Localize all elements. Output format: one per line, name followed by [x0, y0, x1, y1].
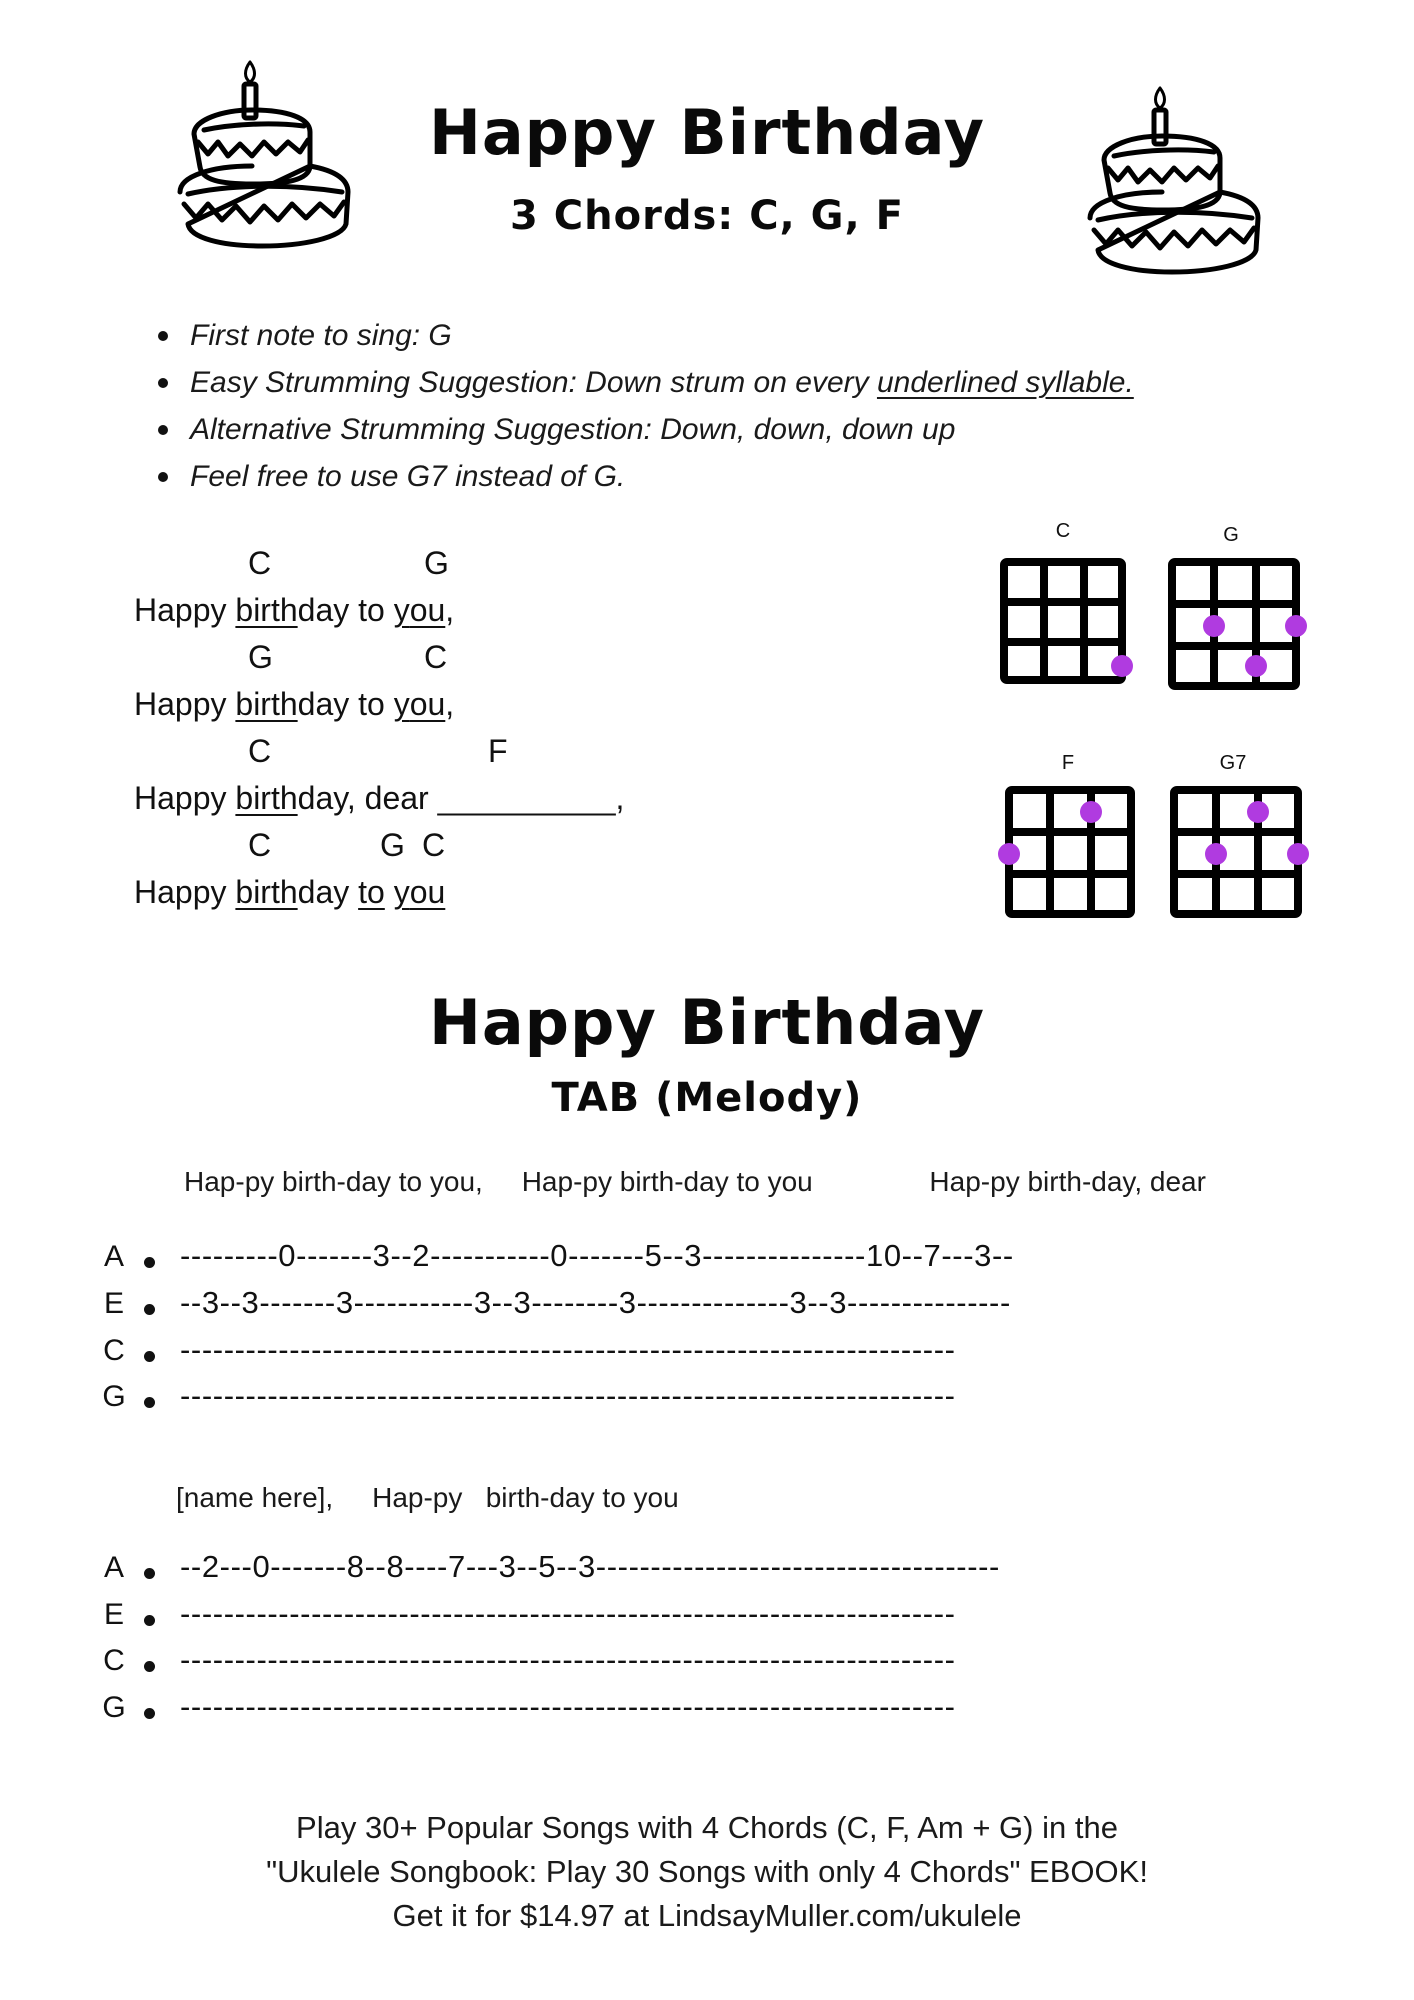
- finger-dot: [1285, 615, 1307, 637]
- chord-label: C: [424, 639, 448, 675]
- chord-diagram-label: G7: [1219, 752, 1247, 774]
- fretboard-grid-icon: [1168, 784, 1313, 924]
- chord-row: [134, 827, 446, 874]
- bullet-icon: [158, 472, 168, 482]
- fretboard-grid-icon: [995, 784, 1140, 924]
- note-item: Feel free to use G7 instead of G.: [150, 453, 1134, 500]
- tab-string-g: G -----------------------------------------------------------------------: [102, 1378, 956, 1413]
- chord-label: G: [248, 639, 273, 675]
- fretboard-grid-icon: [998, 556, 1138, 696]
- chord-diagram-label: F: [1061, 752, 1075, 774]
- tab-string-a: A ---------0-------3--2-----------0-------5--3---------------10--7---3--: [103, 1238, 1014, 1273]
- string-dot-icon: [144, 1304, 155, 1315]
- string-dot-icon: [144, 1397, 155, 1408]
- finger-dot: [1247, 801, 1269, 823]
- notes-list: [150, 312, 1134, 500]
- finger-dot: [1205, 843, 1227, 865]
- chord-label: C: [248, 827, 272, 863]
- footer-ebook-title: "Ukulele Songbook: Play 30 Songs with only 4 Chords" EBOOK!: [266, 1854, 1148, 1889]
- finger-dot: [1203, 615, 1225, 637]
- finger-dot: [1080, 801, 1102, 823]
- song-lyrics: [134, 545, 625, 921]
- lyric-row: Happy birthday to you,: [134, 686, 455, 722]
- lyric-row: Happy birthday to you,: [134, 592, 455, 628]
- bullet-icon: [158, 331, 168, 341]
- chord-label: G: [380, 827, 405, 863]
- note-item: Alternative Strumming Suggestion: Down, down, down up: [150, 406, 1134, 453]
- finger-dot: [1245, 655, 1267, 677]
- tab-lyrics: Hap-py birth-day to you, Hap-py birth-day to you Hap-py birth-day, dear: [184, 1166, 1206, 1197]
- tab-string-e: E -----------------------------------------------------------------------: [103, 1596, 956, 1631]
- string-dot-icon: [144, 1568, 155, 1579]
- string-dot-icon: [144, 1351, 155, 1362]
- fretboard-grid-icon: [1166, 556, 1311, 696]
- page-subtitle: 3 Chords: C, G, F: [510, 193, 904, 239]
- tab-subtitle: TAB (Melody): [551, 1075, 863, 1121]
- lyric-row: Happy birthday, dear __________,: [134, 780, 625, 816]
- finger-dot: [1111, 655, 1133, 677]
- chord-label: C: [248, 545, 272, 581]
- finger-dot: [998, 843, 1020, 865]
- tab-string-g: G -----------------------------------------------------------------------: [102, 1689, 956, 1724]
- string-dot-icon: [144, 1257, 155, 1268]
- page-title: Happy Birthday: [428, 96, 986, 169]
- bullet-icon: [158, 378, 168, 388]
- chord-row: [134, 639, 448, 686]
- chord-label: C: [248, 733, 272, 769]
- chord-row: [134, 733, 508, 780]
- chord-row: [134, 545, 449, 592]
- chord-diagram-label: G: [1223, 524, 1239, 546]
- string-dot-icon: [144, 1615, 155, 1626]
- string-dot-icon: [144, 1708, 155, 1719]
- footer-promo-line: Play 30+ Popular Songs with 4 Chords (C, F, Am + G) in the: [296, 1810, 1118, 1845]
- tab-lyrics: [name here], Hap-py birth-day to you: [176, 1482, 679, 1513]
- chord-diagram-label: C: [1055, 520, 1071, 542]
- lyric-row: Happy birthday to you: [134, 874, 446, 910]
- tab-string-c: C -----------------------------------------------------------------------: [103, 1642, 956, 1677]
- finger-dot: [1287, 843, 1309, 865]
- chord-label: C: [422, 827, 446, 863]
- bullet-icon: [158, 425, 168, 435]
- tab-string-e: E --3--3-------3-----------3--3--------3--------------3--3---------------: [103, 1285, 1011, 1320]
- string-dot-icon: [144, 1661, 155, 1672]
- tab-title: Happy Birthday: [428, 986, 986, 1059]
- note-item: Easy Strumming Suggestion: Down strum on every underlined syllable.: [150, 359, 1134, 406]
- tab-string-c: C -----------------------------------------------------------------------: [103, 1332, 956, 1367]
- chord-label: F: [488, 733, 508, 769]
- note-item: First note to sing: G: [150, 312, 1134, 359]
- footer-link-line[interactable]: Get it for $14.97 at LindsayMuller.com/ukulele: [392, 1898, 1022, 1933]
- tab-string-a: A --2---0-------8--8----7---3--5--3-------------------------------------: [103, 1549, 1000, 1584]
- chord-label: G: [424, 545, 449, 581]
